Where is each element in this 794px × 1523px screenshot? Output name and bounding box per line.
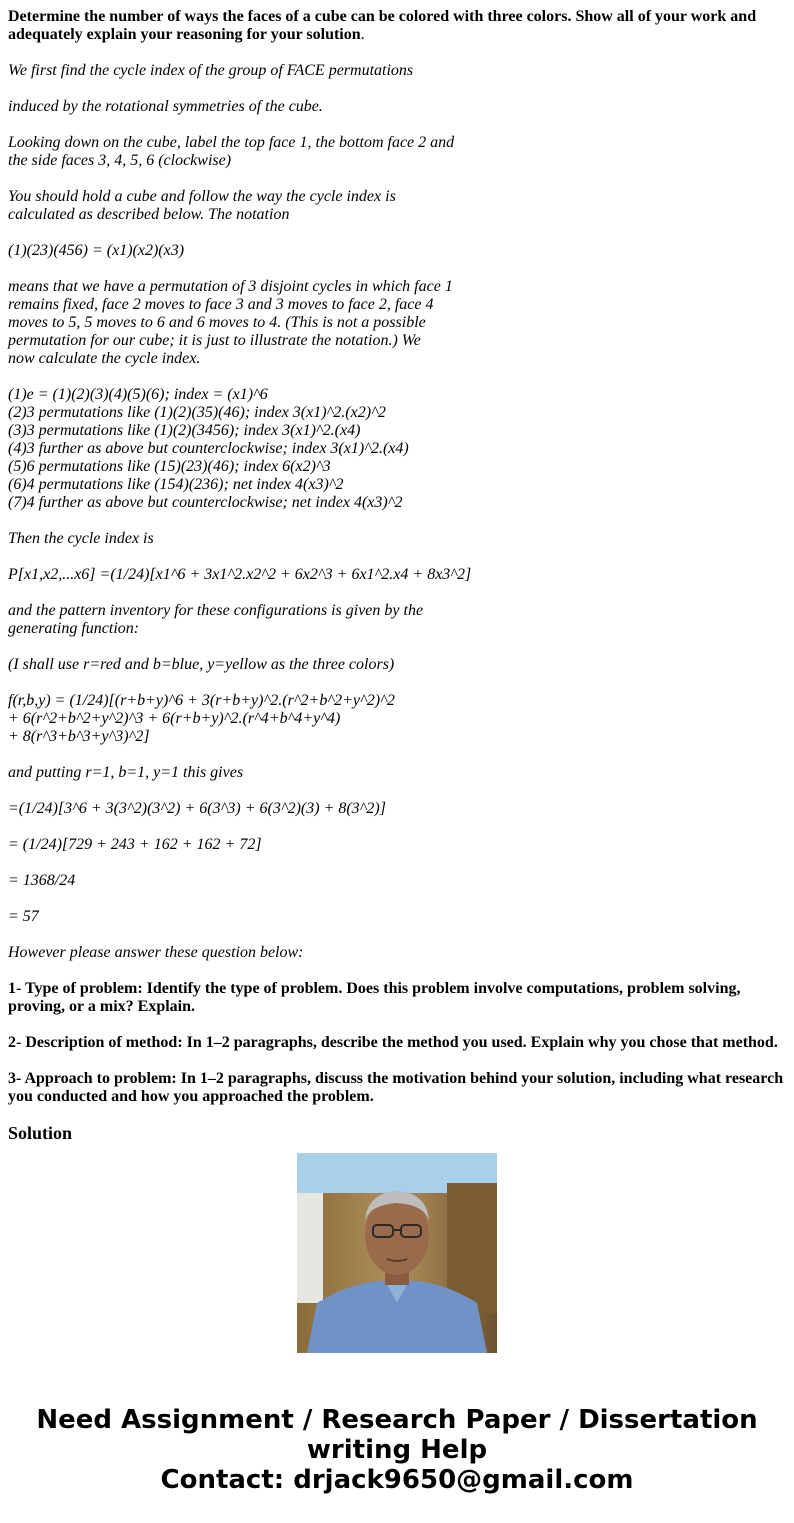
question-text	[8, 8, 788, 44]
question-main: Determine the number of ways the faces of a cube can be colored with three colors. Show all of your work and adequately explain your reasoning for your solution	[8, 8, 757, 43]
answer-line: calculated as described below. The notation	[8, 206, 290, 223]
footer-banner	[0, 1405, 794, 1495]
answer-line: (1)(23)(456) = (x1)(x2)(x3)	[8, 242, 185, 259]
answer-line: moves to 5, 5 moves to 6 and 6 moves to 4. (This is not a possible	[8, 314, 426, 331]
answer-line: (1)e = (1)(2)(3)(4)(5)(6); index = (x1)^6	[8, 386, 268, 403]
answer-line: We first find the cycle index of the group of FACE permutations	[8, 62, 414, 79]
answer-line: You should hold a cube and follow the way the cycle index is	[8, 188, 396, 205]
question-period: .	[360, 26, 365, 43]
answer-line: permutation for our cube; it is just to illustrate the notation.) We	[8, 332, 421, 349]
answer-paragraph	[8, 530, 788, 548]
answer-paragraph	[8, 62, 788, 80]
answer-paragraph	[8, 242, 788, 260]
answer-line: Looking down on the cube, label the top face 1, the bottom face 2 and	[8, 134, 455, 151]
answer-paragraph	[8, 188, 788, 224]
answer-line: + 8(r^3+b^3+y^3)^2]	[8, 728, 150, 745]
answer-line: remains fixed, face 2 moves to face 3 and 3 moves to face 2, face 4	[8, 296, 434, 313]
answer-line: P[x1,x2,...x6] =(1/24)[x1^6 + 3x1^2.x2^2 + 6x2^3 + 6x1^2.x4 + 8x3^2]	[8, 566, 472, 583]
answer-paragraph	[8, 764, 788, 782]
answer-line: the side faces 3, 4, 5, 6 (clockwise)	[8, 152, 232, 169]
answer-line: (3)3 permutations like (1)(2)(3456); index 3(x1)^2.(x4)	[8, 422, 361, 439]
answer-paragraph	[8, 836, 788, 854]
solution-heading: Solution	[8, 1123, 73, 1143]
answer-line: (5)6 permutations like (15)(23)(46); index 6(x2)^3	[8, 458, 331, 475]
answer-paragraph	[8, 386, 788, 512]
answer-paragraph	[8, 656, 788, 674]
answer-line: (I shall use r=red and b=blue, y=yellow as the three colors)	[8, 656, 395, 673]
answer-line: f(r,b,y) = (1/24)[(r+b+y)^6 + 3(r+b+y)^2.(r^2+b^2+y^2)^2	[8, 692, 395, 709]
answer-paragraph	[8, 692, 788, 746]
footer-line-1: Need Assignment / Research Paper / Dissertation	[36, 1405, 758, 1435]
prompt-item: 2- Description of method: In 1–2 paragraphs, describe the method you used. Explain why you chose that method.	[8, 1034, 778, 1051]
answer-line: + 6(r^2+b^2+y^2)^3 + 6(r+b+y)^2.(r^4+b^4+y^4)	[8, 710, 341, 727]
answer-paragraph	[8, 566, 788, 584]
answer-paragraph	[8, 98, 788, 116]
closing-line: However please answer these question below:	[8, 944, 304, 961]
author-photo-illustration	[297, 1153, 497, 1353]
answer-line: = (1/24)[729 + 243 + 162 + 162 + 72]	[8, 836, 262, 853]
answer-line: now calculate the cycle index.	[8, 350, 201, 367]
answer-paragraph	[8, 278, 788, 368]
answer-line: and putting r=1, b=1, y=1 this gives	[8, 764, 244, 781]
answer-line: = 1368/24	[8, 872, 76, 889]
answer-line: (6)4 permutations like (154)(236); net index 4(x3)^2	[8, 476, 344, 493]
prompt-item: 1- Type of problem: Identify the type of problem. Does this problem involve computations, problem solving, proving, or a mix? Explain.	[8, 980, 741, 1015]
answer-section	[8, 62, 788, 926]
answer-line: (4)3 further as above but counterclockwise; index 3(x1)^2.(x4)	[8, 440, 409, 457]
answer-paragraph	[8, 602, 788, 638]
answer-line: generating function:	[8, 620, 140, 637]
answer-paragraph	[8, 134, 788, 170]
prompt-list	[8, 980, 788, 1106]
answer-paragraph	[8, 872, 788, 890]
answer-line: Then the cycle index is	[8, 530, 154, 547]
author-photo	[297, 1153, 497, 1353]
answer-line: induced by the rotational symmetries of the cube.	[8, 98, 323, 115]
answer-paragraph	[8, 800, 788, 818]
footer-contact: Contact: drjack9650@gmail.com	[160, 1465, 634, 1495]
answer-line: =(1/24)[3^6 + 3(3^2)(3^2) + 6(3^3) + 6(3^2)(3) + 8(3^2)]	[8, 800, 386, 817]
answer-line: (2)3 permutations like (1)(2)(35)(46); index 3(x1)^2.(x2)^2	[8, 404, 386, 421]
answer-line: = 57	[8, 908, 39, 925]
prompt-item: 3- Approach to problem: In 1–2 paragraphs, discuss the motivation behind your solution, including what research you conducted and how you approached the problem.	[8, 1070, 784, 1105]
answer-paragraph	[8, 908, 788, 926]
answer-line: and the pattern inventory for these configurations is given by the	[8, 602, 424, 619]
document-body	[8, 8, 788, 1143]
answer-line: means that we have a permutation of 3 disjoint cycles in which face 1	[8, 278, 453, 295]
answer-line: (7)4 further as above but counterclockwise; net index 4(x3)^2	[8, 494, 403, 511]
footer-line-2: writing Help	[306, 1435, 488, 1465]
